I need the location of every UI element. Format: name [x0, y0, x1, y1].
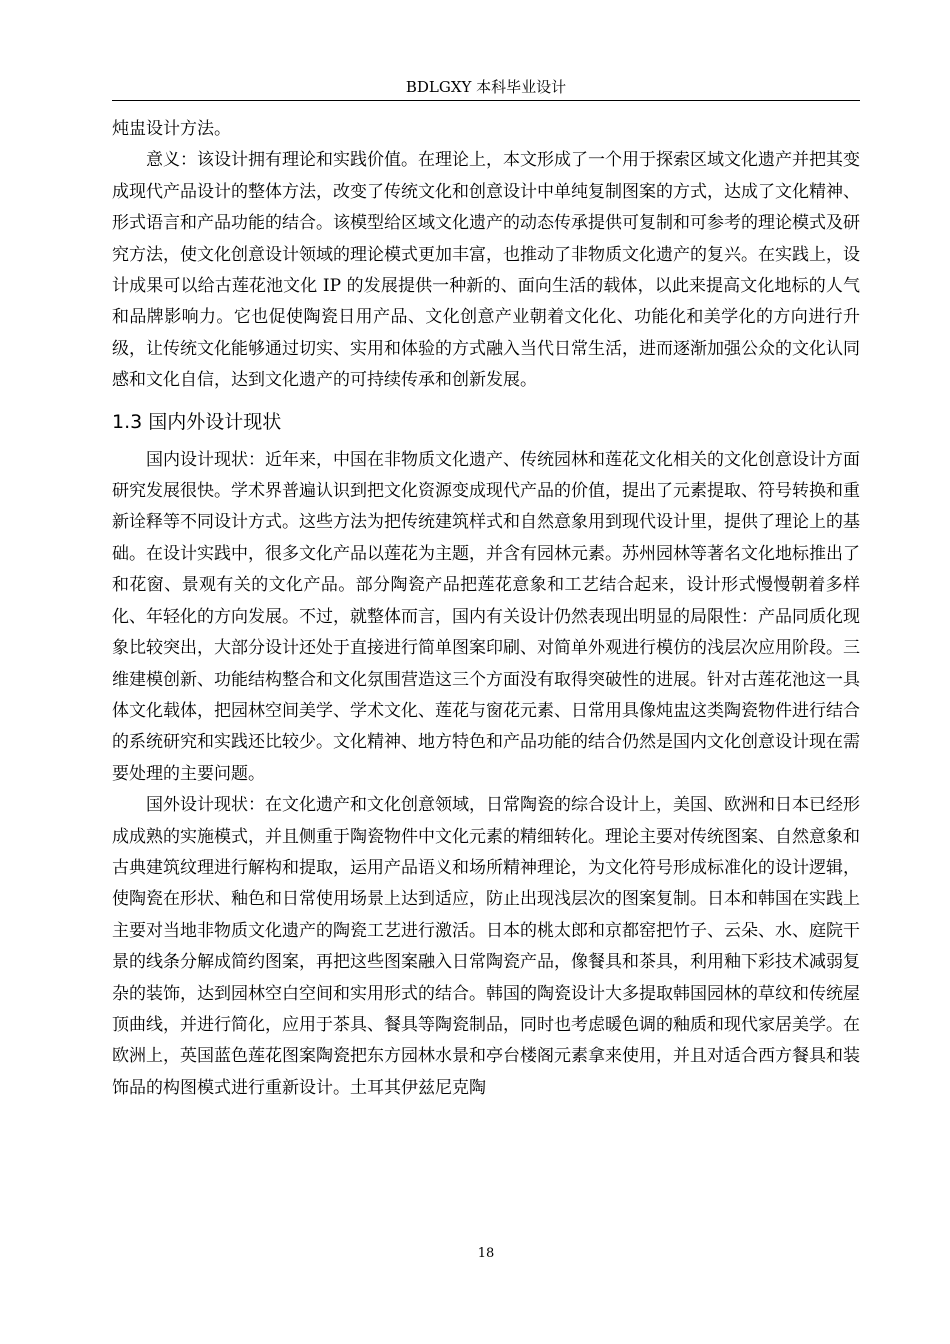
paragraph-continued: 炖盅设计方法。	[112, 119, 231, 139]
paragraph-significance: 意义：该设计拥有理论和实践价值。在理论上，本文形成了一个用于探索区域文化遗产并把其变成现代产品设计的整体方法，改变了传统文化和创意设计中单纯复制图案的方式，达成了文化精神、形式语言和产品功能的结合。该模型给区域文化遗产的动态传承提供可复制和可参考的理论模式及研究方法，使文化创意设计领域的理论模式更加丰富，也推动了非物质文化遗产的复兴。在实践上，设计成果可以给古莲花池文化 IP 的发展提供一种新的、面向生活的载体，以此来提高文化地标的人气和品牌影响力。它也促使陶瓷日用产品、文化创意产业朝着文化化、功能化和美学化的方向进行升级，让传统文化能够通过切实、实用和体验的方式融入当代日常生活，进而逐渐加强公众的文化认同感和文化自信，达到文化遗产的可持续传承和创新发展。	[112, 150, 860, 391]
section-heading: 1.3 国内外设计现状	[112, 410, 282, 433]
page-body	[112, 114, 860, 1104]
paragraph-domestic-status: 国内设计现状：近年来，中国在非物质文化遗产、传统园林和莲花文化相关的文化创意设计方面研究发展很快。学术界普遍认识到把文化资源变成现代产品的价值，提出了元素提取、符号转换和重新诠释等不同设计方式。这些方法为把传统建筑样式和自然意象用到现代设计里，提供了理论上的基础。在设计实践中，很多文化产品以莲花为主题，并含有园林元素。苏州园林等著名文化地标推出了和花窗、景观有关的文化产品。部分陶瓷产品把莲花意象和工艺结合起来，设计形式慢慢朝着多样化、年轻化的方向发展。不过，就整体而言，国内有关设计仍然表现出明显的局限性：产品同质化现象比较突出，大部分设计还处于直接进行简单图案印刷、对简单外观进行模仿的浅层次应用阶段。三维建模创新、功能结构整合和文化氛围营造这三个方面没有取得突破性的进展。针对古莲花池这一具体文化载体，把园林空间美学、学术文化、莲花与窗花元素、日常用具像炖盅这类陶瓷物件进行结合的系统研究和实践还比较少。文化精神、地方特色和产品功能的结合仍然是国内文化创意设计现在需要处理的主要问题。	[112, 449, 860, 784]
page-header: BDLGXY 本科毕业设计	[405, 78, 567, 96]
paragraph-foreign-status: 国外设计现状：在文化遗产和文化创意领域，日常陶瓷的综合设计上，美国、欧洲和日本已经形成成熟的实施模式，并且侧重于陶瓷物件中文化元素的精细转化。理论主要对传统图案、自然意象和古典建筑纹理进行解构和提取，运用产品语义和场所精神理论，为文化符号形成标准化的设计逻辑，使陶瓷在形状、釉色和日常使用场景上达到适应，防止出现浅层次的图案复制。日本和韩国在实践上主要对当地非物质文化遗产的陶瓷工艺进行激活。日本的桃太郎和京都窑把竹子、云朵、水、庭院干景的线条分解成简约图案，再把这些图案融入日常陶瓷产品，像餐具和茶具，利用釉下彩技术减弱复杂的装饰，达到园林空白空间和实用形式的结合。韩国的陶瓷设计大多提取韩国园林的草纹和传统屋顶曲线，并进行简化，应用于茶具、餐具等陶瓷制品，同时也考虑暖色调的釉质和现代家居美学。在欧洲上，英国蓝色莲花图案陶瓷把东方园林水景和亭台楼阁元素拿来使用，并且对适合西方餐具和装饰品的构图模式进行重新设计。土耳其伊兹尼克陶	[112, 795, 860, 1098]
page-number: 18	[477, 1246, 495, 1261]
header-rule	[112, 100, 860, 101]
